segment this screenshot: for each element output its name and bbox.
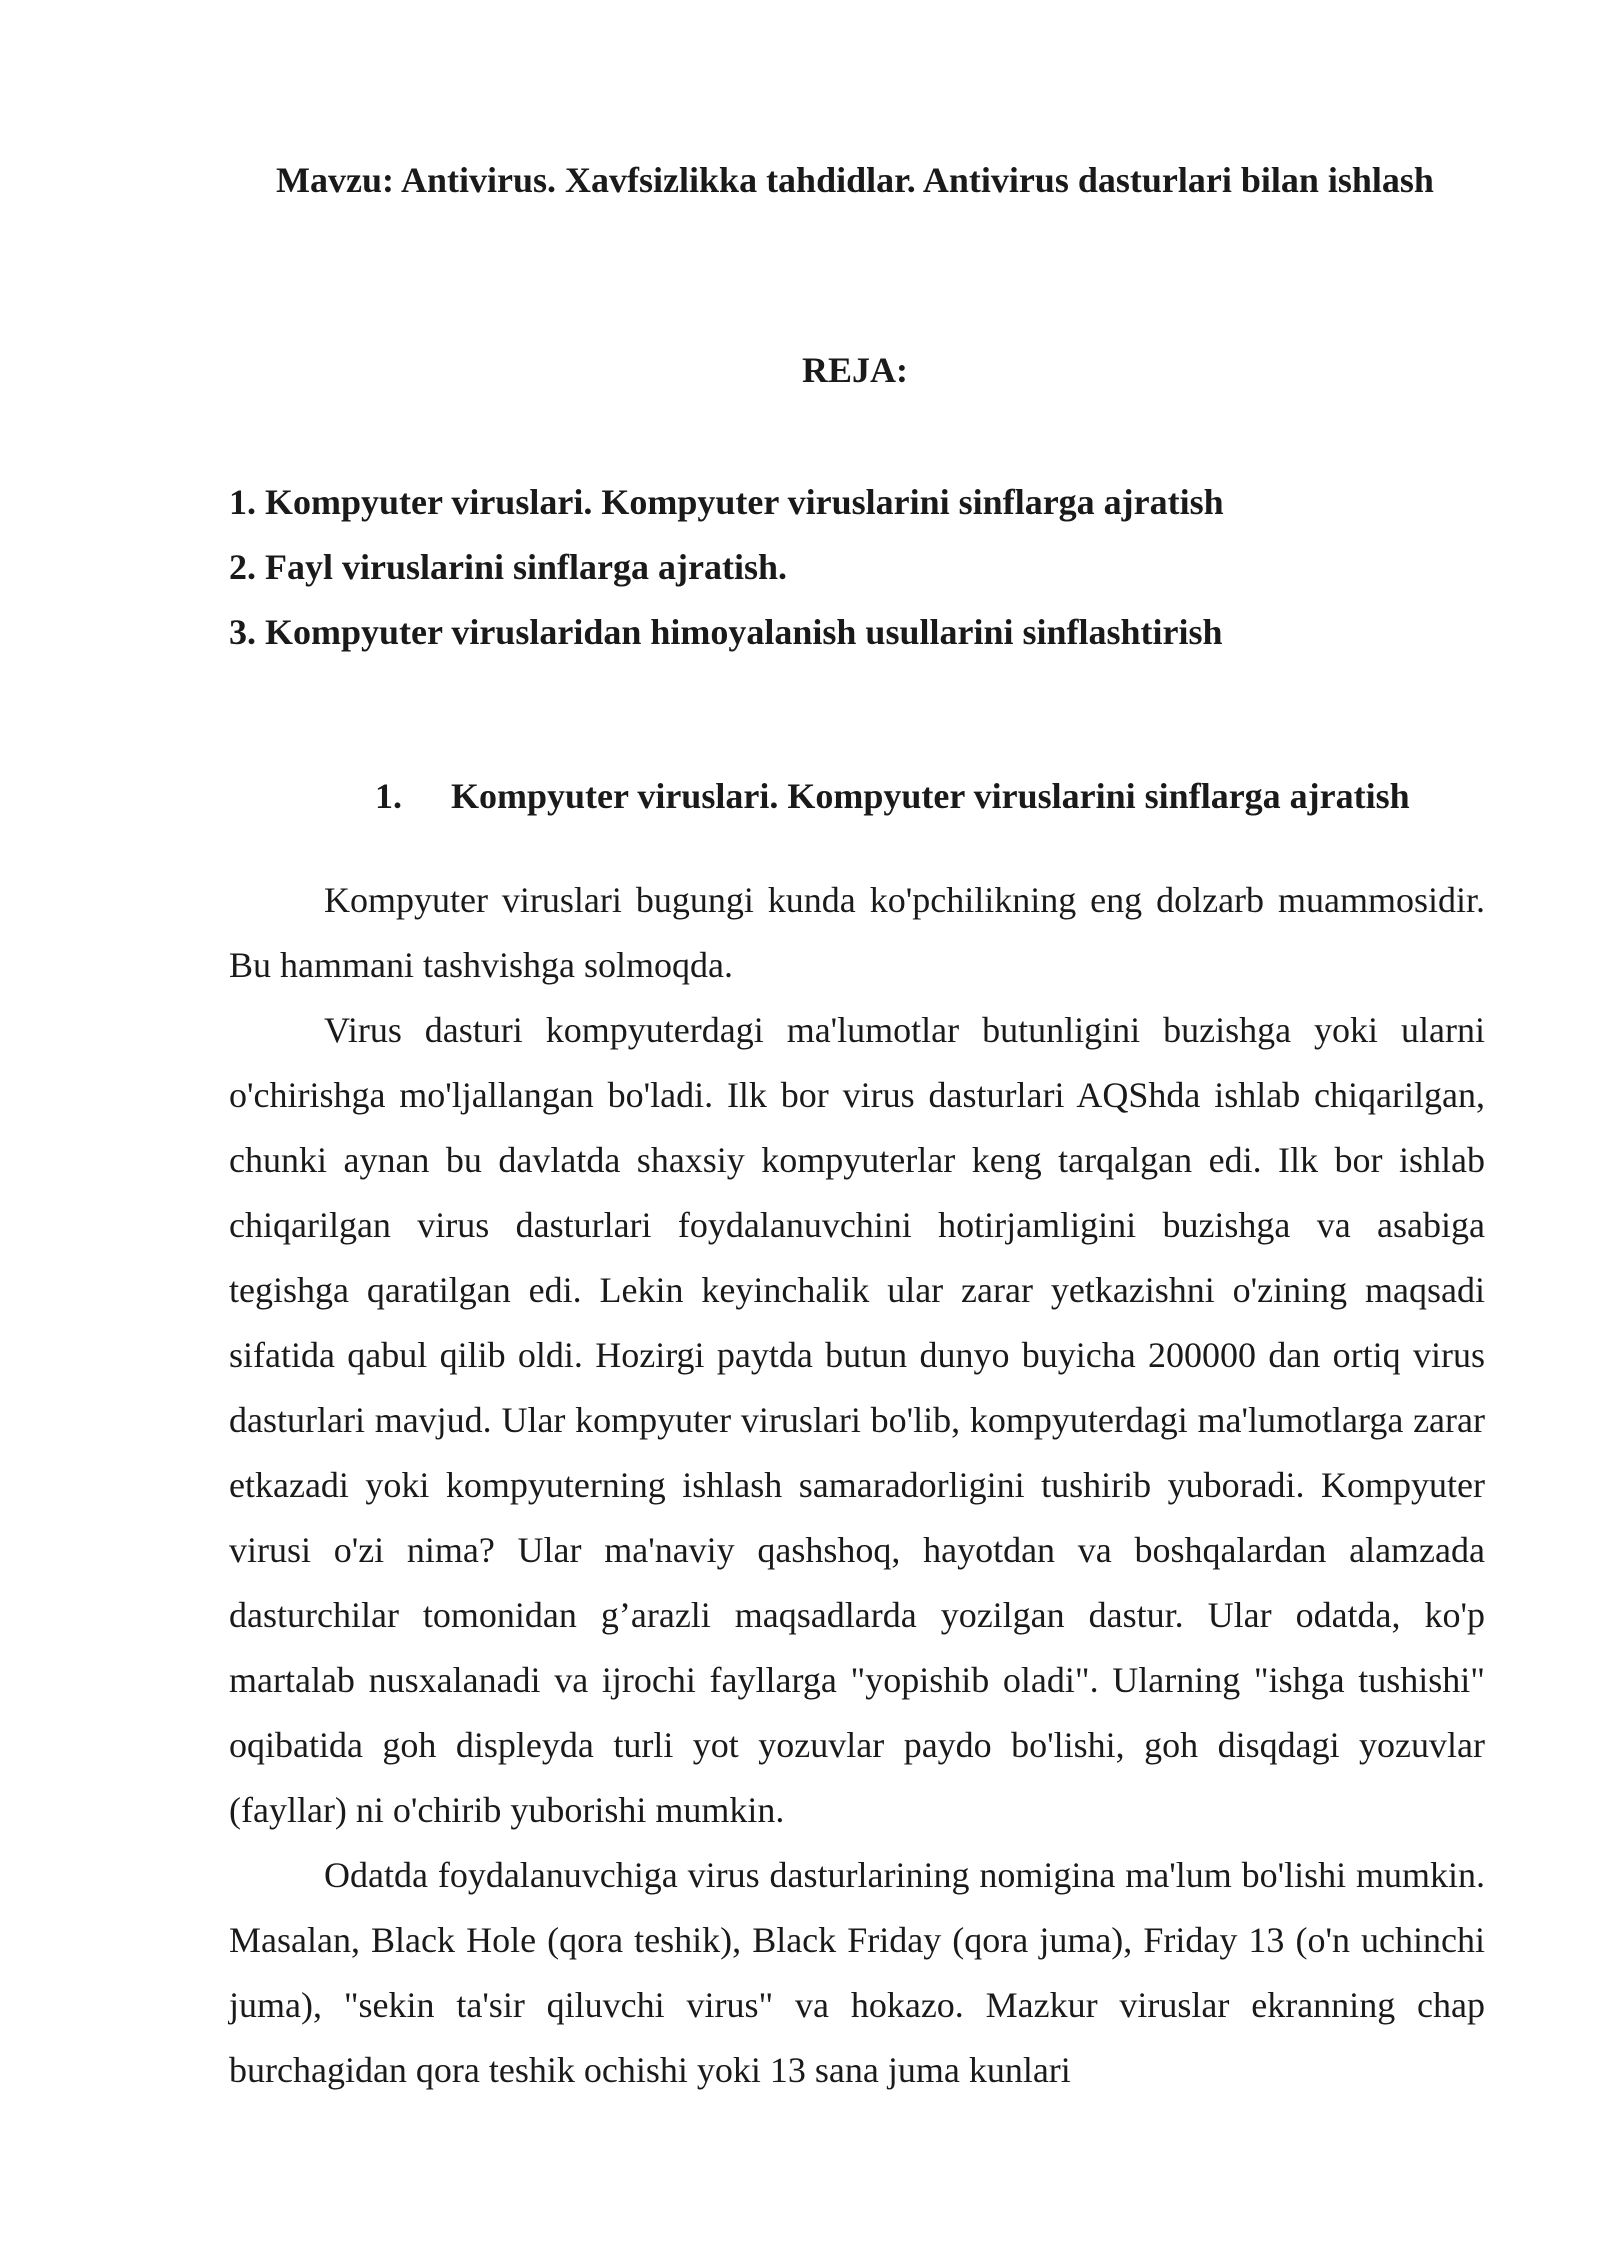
paragraph: Virus dasturi kompyuterdagi ma'lumotlar butunligini buzishga yoki ularni o'chirishga mo'ljallangan bo'ladi. Ilk bor virus dasturlari AQShda ishlab chiqarilgan, chunki aynan bu davlatda shaxsiy kompyuterlar keng tarqalgan edi. Ilk bor ishlab chiqarilgan virus dasturlari foydalanuvchini hotirjamligini buzishga va asabiga tegishga qaratilgan edi. Lekin keyinchalik ular zarar yetkazishni o'zining maqsadi sifatida qabul qilib oldi. Hozirgi paytda butun dunyo buyicha 200000 dan ortiq virus dasturlari mavjud. Ular kompyuter viruslari bo'lib, kompyuterdagi ma'lumotlarga zarar etkazadi yoki kompyuterning ishlash samaradorligini tushirib yuboradi. Kompyuter virusi o'zi nima? Ular ma'naviy qashshoq, hayotdan va boshqalardan alamzada dasturchilar tomonidan g’arazli maqsadlarda yozilgan dastur. Ular odatda, ko'p martalab nusxalanadi va ijrochi fayllarga "yopishib oladi". Ularning "ishga tushishi" oqibatida goh displeyda turli yot yozuvlar paydo bo'lishi, goh disqdagi yozuvlar (fayllar) ni o'chirib yuborishi mumkin. bbox=[229, 1010, 1485, 1830]
document-title: Mavzu: Antivirus. Xavfsizlikka tahdidlar. Antivirus dasturlari bilan ishlash bbox=[276, 160, 1434, 200]
plan-list bbox=[229, 470, 1224, 665]
plan-heading: REJA: bbox=[802, 350, 908, 390]
paragraph: Odatda foydalanuvchiga virus dasturlarining nomigina ma'lum bo'lishi mumkin. Masalan, Black Hole (qora teshik), Black Friday (qora juma), Friday 13 (o'n uchinchi juma), "sekin ta'sir qiluvchi virus" va hokazo. Mazkur viruslar ekranning chap burchagidan qora teshik ochishi yoki 13 sana juma kunlari bbox=[229, 1855, 1485, 2090]
plan-item: 3. Kompyuter viruslaridan himoyalanish usullarini sinflashtirish bbox=[229, 612, 1223, 652]
section-heading bbox=[375, 768, 1410, 824]
section-number: 1. bbox=[375, 776, 402, 816]
paragraph: Kompyuter viruslari bugungi kunda ko'pchilikning eng dolzarb muammosidir. Bu hammani tashvishga solmoqda. bbox=[229, 880, 1485, 985]
plan-item: 1. Kompyuter viruslari. Kompyuter viruslarini sinflarga ajratish bbox=[229, 482, 1224, 522]
plan-item: 2. Fayl viruslarini sinflarga ajratish. bbox=[229, 547, 787, 587]
section-title: Kompyuter viruslari. Kompyuter viruslarini sinflarga ajratish bbox=[451, 776, 1410, 816]
body-text bbox=[229, 868, 1485, 2103]
